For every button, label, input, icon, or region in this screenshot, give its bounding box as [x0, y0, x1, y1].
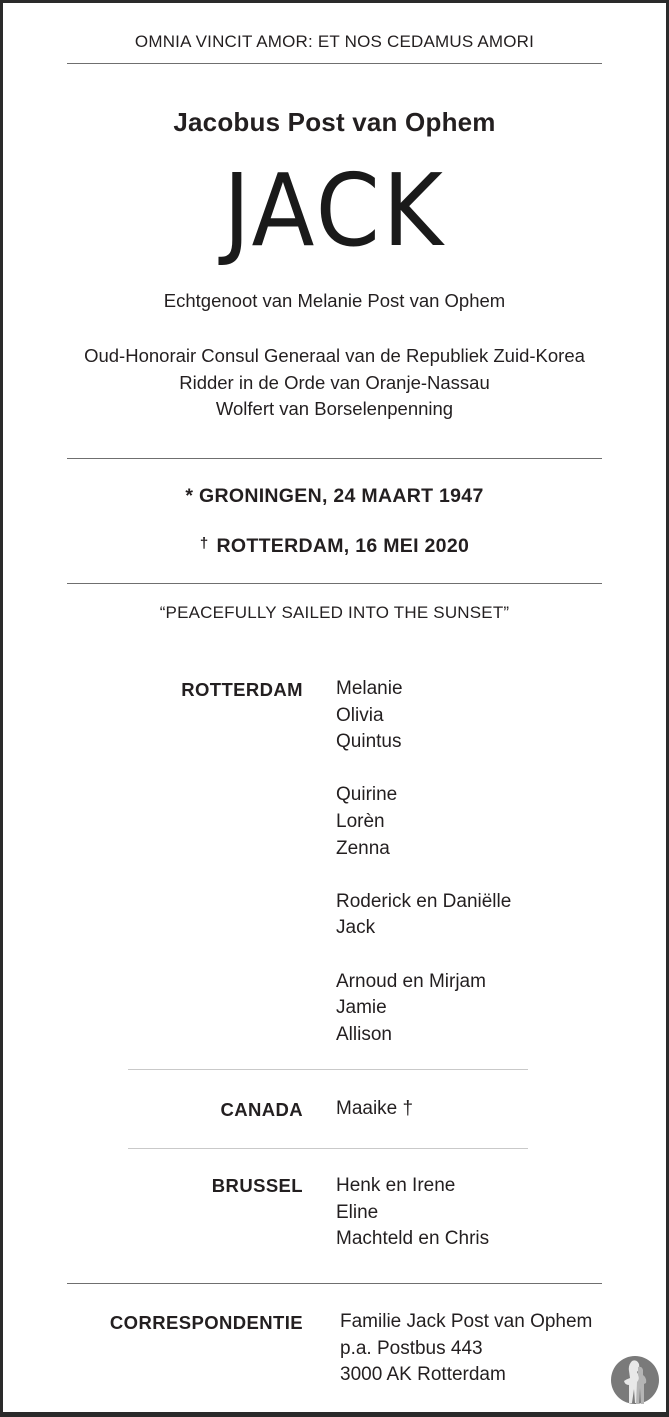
- family-names: [336, 1173, 489, 1253]
- birth-date: * GRONINGEN, 24 MAART 1947: [185, 485, 484, 507]
- family-member: Lorèn: [336, 810, 385, 832]
- divider: [67, 1283, 602, 1284]
- family-names: [336, 676, 511, 1048]
- death-date: [3, 535, 666, 558]
- family-names: [336, 1096, 413, 1123]
- divider: [67, 458, 602, 459]
- family-member: Allison: [336, 1023, 392, 1045]
- family-member: Henk en Irene: [336, 1175, 456, 1196]
- family-member: Olivia: [336, 704, 384, 726]
- divider: [128, 1148, 528, 1149]
- embracing-figures-logo-icon: [610, 1355, 660, 1405]
- divider: [67, 583, 602, 584]
- death-date-text: ROTTERDAM, 16 MEI 2020: [216, 535, 470, 557]
- title-line: Ridder in de Orde van Oranje-Nassau: [179, 371, 490, 393]
- titles: [3, 343, 666, 423]
- title-line: Oud-Honorair Consul Generaal van de Republiek Zuid-Korea: [84, 345, 585, 366]
- obituary-card: [3, 3, 666, 1412]
- family-place: ROTTERDAM: [181, 679, 303, 700]
- title-line: Wolfert van Borselenpenning: [215, 398, 454, 419]
- family-member: Jack: [336, 917, 376, 939]
- address-line: 3000 AK Rotterdam: [340, 1364, 506, 1386]
- cross-icon: †: [199, 535, 209, 552]
- family-member: Quirine: [336, 784, 398, 806]
- correspondence-address: [340, 1309, 592, 1389]
- divider: [128, 1069, 528, 1070]
- quote: “PEACEFULLY SAILED INTO THE SUNSET”: [159, 603, 510, 622]
- family-member: Quintus: [336, 731, 402, 753]
- family-member: Eline: [336, 1201, 379, 1223]
- full-name: Jacobus Post van Ophem: [173, 107, 496, 137]
- family-member: Roderick en Daniëlle: [336, 890, 512, 912]
- family-member: Jamie: [336, 997, 387, 1019]
- divider: [67, 63, 602, 64]
- family-member: Zenna: [336, 837, 390, 859]
- correspondence-label: CORRESPONDENTIE: [109, 1312, 303, 1333]
- family-member: Machteld en Chris: [336, 1228, 490, 1250]
- family-place: BRUSSEL: [211, 1175, 303, 1196]
- called-name: JACK: [223, 152, 446, 269]
- family-place: CANADA: [220, 1099, 303, 1120]
- address-line: Familie Jack Post van Ophem: [340, 1311, 593, 1332]
- family-member: Melanie: [336, 678, 403, 699]
- family-member: Maaike †: [336, 1098, 414, 1119]
- motto: OMNIA VINCIT AMOR: ET NOS CEDAMUS AMORI: [134, 32, 535, 51]
- address-line: p.a. Postbus 443: [340, 1337, 483, 1359]
- spouse-line: Echtgenoot van Melanie Post van Ophem: [163, 290, 506, 311]
- family-member: Arnoud en Mirjam: [336, 970, 486, 992]
